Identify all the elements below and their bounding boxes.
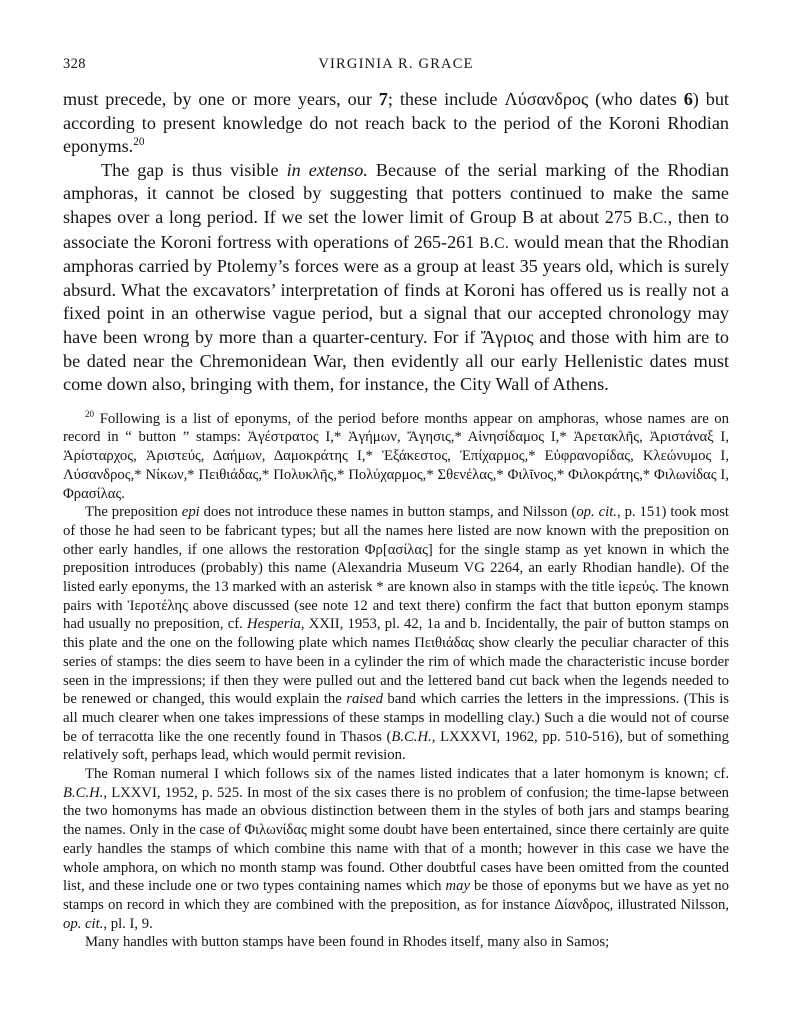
text-run: , illustrated Nilsson,: [609, 897, 729, 913]
text-run: might some doubt have been entertained, since there certainly are quite early handles the stamps of which combine this name with that of a month; however in this case we have the whole amphora, on which no month stamp was found. Other doubtful cases have been omitted from the counted list, and these include one or two types containing names which: [63, 822, 729, 895]
footnotes: [63, 410, 729, 952]
text-run: , p. 151) took most of those he had seen to be fabricant types; but all the names here listed are now known with the preposition on other early handles, if one allows the restoration: [63, 504, 729, 558]
journal-title: B.C.H.: [391, 728, 432, 745]
text-run: , then to associate the Koroni fortress with operations of 265-261: [63, 206, 729, 252]
era-abbreviation: B.C.: [637, 209, 668, 227]
footnote-paragraph-2: [63, 503, 729, 765]
body-paragraph-2: [63, 159, 729, 397]
italic-word: raised: [346, 691, 383, 708]
text-run: (who dates: [588, 89, 684, 109]
text-run: The Roman numeral I which follows six of the names listed indicates that a later homonym is known; cf.: [85, 766, 729, 783]
journal-title: B.C.H.: [63, 784, 104, 801]
text-run: for the single stamp as yet known in which the preposition introduces (probably) this name (Alexandria Museum VG 2264, an early Rhodian handle). Of the listed early eponyms, the 13 marked with an asterisk * are known also in stamps with the title: [63, 541, 729, 596]
text-run: Because of the serial marking of the Rhodian amphoras, it cannot be closed by suggesting that potters continued to make the same shapes over a long period. If we set the lower limit of Group B at about 275: [63, 159, 730, 227]
text-run: The gap is thus visible: [101, 159, 287, 180]
text-run: be those of eponyms but we have as yet no stamps on record in which they are combined with the preposition, as for instance: [63, 878, 729, 913]
italic-phrase: in extenso.: [286, 159, 368, 180]
page: [63, 56, 729, 952]
text-run: and those with him are to be dated near the Chremonidean War, then evidently all our early Hellenistic dates must come down also, bringing with them, for instance, the City Wall of Athens.: [63, 326, 729, 395]
text-run: ; these include: [387, 89, 505, 109]
era-abbreviation: B.C.: [479, 234, 510, 252]
text-run: must precede, by one or more years, our: [63, 89, 379, 109]
catalogue-number: 6: [683, 89, 693, 109]
journal-title: Hesperia: [247, 616, 301, 633]
main-text: [63, 88, 729, 397]
text-run: , LXXXVI, 1962, pp. 510-516), but of something relatively soft, perhaps lead, which would permit revision.: [63, 728, 729, 764]
text-run: Following is a list of eponyms, of the period before months appear on amphoras, whose names are on record in “ button ” stamps:: [63, 410, 729, 446]
eponym-list: Ἀγέστρατος I,* Ἀγήμων, Ἄγησις,* Αἰνησίδαμος I,* Ἀρετακλῆς, Ἀριστάναξ I, Ἀρίσταρχος, Ἀριστεύς, Δαήμων, Δαμοκράτης I,* Ἐξάκεστος, Ἐπίχαρμος,* Εὐφρανορίδας, Κλεώνυμος I, Λύσανδρος,* Νίκων,* Πειθιάδας,* Πολυκλῆς,* Πολύχαρμος,* Σθενέλας,* Φιλῖνος,* Φιλοκράτης,* Φιλωνίδας I, Φρασίλας.: [63, 429, 729, 502]
page-number: 328: [63, 56, 86, 72]
text-run: band which carries the letters in the impressions. (This is all much clearer when one takes impressions of these stamps in modelling clay.) Such a die would not of course be of terracotta like the one recently found in Thasos (: [63, 691, 729, 745]
text-run: . The known pairs with: [63, 579, 729, 614]
greek-name: Δίανδρος: [554, 897, 610, 913]
footnote-20: [63, 410, 729, 504]
text-run: The preposition: [85, 504, 182, 521]
catalogue-number: 7: [378, 89, 388, 109]
text-run: , XXII, 1953, pl. 42, 1a and b. Incidentally, the pair of button stamps on this plate and the one on the following plate which names: [63, 616, 729, 652]
citation-abbrev: op. cit.: [576, 504, 617, 521]
text-run: show clearly the peculiar character of this series of stamps: the dies seem to have been in a cylinder the rim of which made the characteristic incuse border seen in the impressions; if then they were pulled out and the lettered band cut back when the legends needed to be renewed or changed, this would explain the: [63, 635, 729, 708]
greek-name: Πειθιάδας: [414, 635, 475, 652]
text-run: ) but according to present knowledge do not reach back to the period of the Koroni Rhodian eponyms.: [63, 89, 729, 157]
text-run: does not introduce these names in button stamps, and Nilsson (: [199, 504, 577, 521]
greek-name: Ἄγριος: [480, 326, 534, 347]
footnote-paragraph-4: Many handles with button stamps have been found in Rhodes itself, many also in Samos;: [85, 934, 610, 951]
body-paragraph-1: [63, 88, 729, 159]
citation-abbrev: op. cit.: [63, 915, 104, 932]
greek-name: Ἱεροτέλης: [127, 597, 188, 614]
italic-word: may: [445, 878, 471, 895]
text-run: , LXXVI, 1952, p. 525. In most of the six cases there is no problem of confusion; the time-lapse between the two homonyms has made an obvious distinction between them in the styles of both jars and stamps bearing the names. Only in the case of: [63, 784, 729, 839]
footnote-paragraph-3: [63, 765, 729, 933]
italic-word: epi: [181, 504, 200, 521]
footnote-reference[interactable]: 20: [133, 136, 145, 149]
greek-name: Φιλωνίδας: [244, 822, 307, 839]
greek-name: Φρ[ασίλας]: [364, 541, 433, 558]
text-run: , pl. I, 9.: [103, 915, 153, 932]
text-run: above discussed (see note 12 and text there) confirm the fact that button eponym stamps had usually no preposition, cf.: [63, 597, 729, 633]
greek-word: ἱερεύς: [618, 579, 655, 596]
page-header: [63, 56, 729, 80]
running-head: VIRGINIA R. GRACE: [318, 56, 474, 72]
footnote-marker: 20: [85, 408, 95, 419]
text-run: would mean that the Rhodian amphoras carried by Ptolemy’s forces were as a group at least 35 years old, which is surely absurd. What the excavators’ interpretation of finds at Koroni has offered us is really not a fixed point in an otherwise vague period, but a signal that our accepted chronology may have been wrong by more than a quarter-century. For if: [63, 231, 729, 347]
greek-name: Λύσανδρος: [504, 89, 589, 109]
